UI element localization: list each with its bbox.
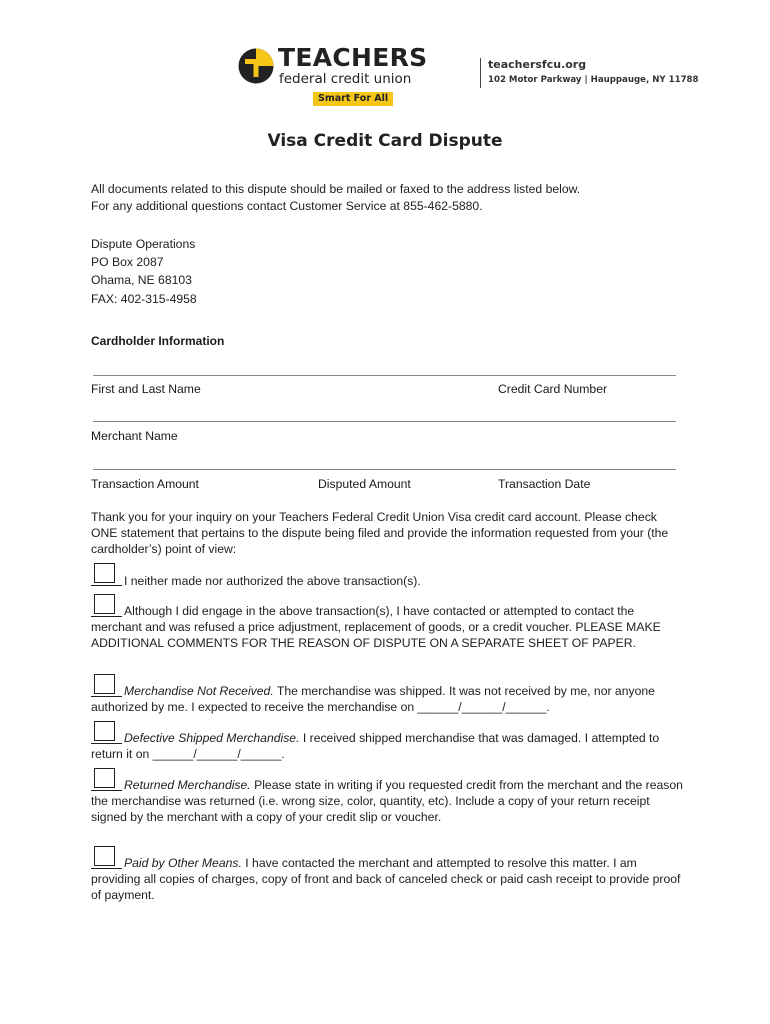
statement-5-text: Please state in writing if you requested credit from the merchant and the reason the merchandise was returned (i.e. wrong size, color, quantity, etc). Include a copy of your return receipt signed by the merchant with a copy of your credit slip or voucher. bbox=[91, 778, 683, 825]
merchant-name-label: Merchant Name bbox=[91, 429, 178, 443]
name-card-input-line[interactable] bbox=[93, 375, 676, 376]
statement-5-title: Returned Merchandise. bbox=[124, 778, 251, 792]
statement-6-text: I have contacted the merchant and attempted to resolve this matter. I am providing all copies of charges, copy of front and back of canceled check or paid cash receipt to provide proof of payment. bbox=[91, 856, 681, 903]
statement-2 bbox=[91, 603, 686, 652]
intro-line-2: For any additional questions contact Customer Service at 855-462-5880. bbox=[91, 198, 483, 213]
disputed-amount-label: Disputed Amount bbox=[318, 477, 411, 491]
teachers-logo-icon bbox=[238, 48, 274, 84]
header-divider bbox=[480, 58, 481, 88]
org-subtitle: federal credit union bbox=[279, 71, 412, 87]
cardholder-heading: Cardholder Information bbox=[91, 334, 225, 348]
statement-6-title: Paid by Other Means. bbox=[124, 856, 242, 870]
header-address: 102 Motor Parkway | Hauppauge, NY 11788 bbox=[488, 75, 699, 85]
statement-1 bbox=[91, 573, 686, 589]
statement-4-text: I received shipped merchandise that was damaged. I attempted to return it on ______/______/______. bbox=[91, 731, 660, 762]
org-name: TEACHERS bbox=[278, 43, 428, 72]
first-last-name-label: First and Last Name bbox=[91, 382, 201, 396]
merchant-input-line[interactable] bbox=[93, 421, 676, 422]
tagline-badge: Smart For All bbox=[313, 92, 393, 106]
statement-5 bbox=[91, 777, 686, 826]
statement-1-text: I neither made nor authorized the above transaction(s). bbox=[124, 574, 421, 588]
mailing-line-2: PO Box 2087 bbox=[91, 255, 164, 270]
transaction-amount-label: Transaction Amount bbox=[91, 477, 199, 491]
instructions-text: Thank you for your inquiry on your Teachers Federal Credit Union Visa credit card account. Please check ONE statement that pertains to the dispute being filed and provide the information requested from your (the cardholder’s) point of view: bbox=[91, 510, 669, 556]
statement-3 bbox=[91, 683, 686, 715]
statement-4 bbox=[91, 730, 686, 762]
intro-text bbox=[91, 181, 691, 214]
statement-6 bbox=[91, 855, 686, 904]
statement-3-text: The merchandise was shipped. It was not received by me, nor anyone authorized by me. I expected to receive the merchandise on ______/______/______. bbox=[91, 684, 655, 715]
mailing-line-1: Dispute Operations bbox=[91, 237, 196, 251]
card-number-label: Credit Card Number bbox=[498, 382, 608, 396]
website-link[interactable]: teachersfcu.org bbox=[488, 58, 587, 71]
statement-3-title: Merchandise Not Received. bbox=[124, 684, 274, 698]
mailing-line-3: Ohama, NE 68103 bbox=[91, 273, 192, 288]
mailing-address bbox=[91, 235, 197, 308]
transaction-date-label: Transaction Date bbox=[498, 477, 591, 491]
mailing-line-4: FAX: 402-315-4958 bbox=[91, 291, 197, 306]
statement-4-title: Defective Shipped Merchandise. bbox=[124, 731, 300, 745]
page-title: Visa Credit Card Dispute bbox=[267, 131, 503, 151]
amounts-input-line[interactable] bbox=[93, 469, 676, 470]
statement-2-text: Although I did engage in the above transaction(s), I have contacted or attempted to contact the merchant and was refused a price adjustment, replacement of goods, or a credit voucher. PLEASE MAKE ADDITIONAL COMMENTS FOR THE REASON OF DISPUTE ON A SEPARATE SHEET OF PAPER. bbox=[91, 604, 661, 651]
intro-line-1: All documents related to this dispute should be mailed or faxed to the address listed below. bbox=[91, 182, 581, 196]
